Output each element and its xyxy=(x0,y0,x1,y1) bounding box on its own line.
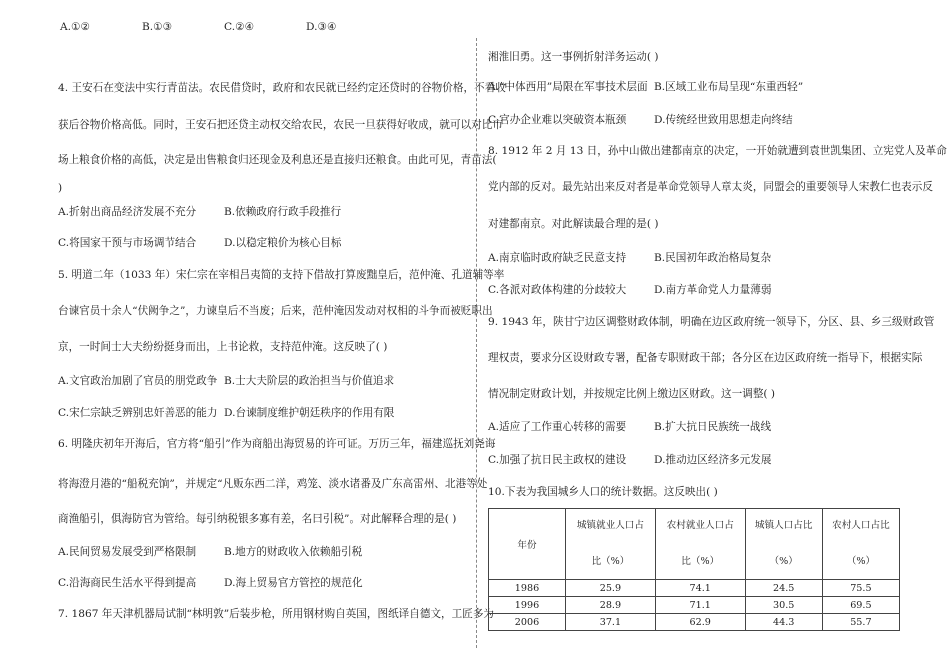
table-header-urban-employment: 城镇就业人口占 比（%） xyxy=(566,509,656,580)
table-cell: 25.9 xyxy=(566,580,656,597)
table-cell: 55.7 xyxy=(822,614,899,631)
q5-option-a: A.文官政治加剧了官员的朋党政争 xyxy=(58,375,218,387)
table-cell: 69.5 xyxy=(822,597,899,614)
table-cell-year: 1986 xyxy=(489,580,566,597)
table-header-rural-employment: 农村就业人口占 比（%） xyxy=(655,509,745,580)
population-table xyxy=(488,508,900,631)
q3-option-a: A.①② xyxy=(60,21,91,33)
q9-option-c: C.加强了抗日民主政权的建设 xyxy=(488,454,627,466)
q4-stem-line: ) xyxy=(58,182,63,194)
q6-option-b: B.地方的财政收入依赖船引税 xyxy=(224,546,363,558)
table-cell: 75.5 xyxy=(822,580,899,597)
q5-stem-line: 5. 明道二年（1033 年）宋仁宗在宰相吕夷简的支持下借故打算废黜皇后，范仲淹、孔道辅等率 xyxy=(58,269,505,281)
q7-option-c: C.官办企业难以突破资本瓶颈 xyxy=(488,114,627,126)
q7-option-a: A.“中体西用”局限在军事技术层面 xyxy=(488,81,648,93)
table-cell: 30.5 xyxy=(745,597,822,614)
q6-option-c: C.沿海商民生活水平得到提高 xyxy=(58,577,197,589)
q6-stem-line: 将海澄月港的“船税充饷”，并规定“凡贩东西二洋，鸡笼、淡水诸番及广东高雷州、北港等处 xyxy=(58,478,488,490)
left-column xyxy=(58,0,506,672)
q4-stem-line: 4. 王安石在变法中实行青苗法。农民借贷时，政府和农民就已经约定还贷时的谷物价格，不看收 xyxy=(58,82,506,94)
table-header-row xyxy=(489,509,900,580)
table-cell: 24.5 xyxy=(745,580,822,597)
q3-option-c: C.②④ xyxy=(224,21,255,33)
right-column xyxy=(488,0,947,672)
table-cell: 37.1 xyxy=(566,614,656,631)
q4-option-c: C.将国家干预与市场调节结合 xyxy=(58,237,197,249)
q3-option-d: D.③④ xyxy=(306,21,337,33)
q8-option-a: A.南京临时政府缺乏民意支持 xyxy=(488,252,627,264)
table-cell: 71.1 xyxy=(655,597,745,614)
table-header-year: 年份 xyxy=(489,509,566,580)
q7-stem-line: 湘淮旧勇。这一事例折射洋务运动( ) xyxy=(488,51,659,63)
q4-option-a: A.折射出商品经济发展不充分 xyxy=(58,206,197,218)
table-cell-year: 1996 xyxy=(489,597,566,614)
q8-stem-line: 8. 1912 年 2 月 13 日，孙中山做出建都南京的决定，一开始就遭到袁世凯集团、立宪党人及革命 xyxy=(488,145,947,157)
q4-option-d: D.以稳定粮价为核心目标 xyxy=(224,237,342,249)
q10-stem: 10.下表为我国城乡人口的统计数据。这反映出( ) xyxy=(488,486,718,498)
q5-stem-line: 京，一时间士大夫纷纷挺身而出，上书论救，支持范仲淹。这反映了( ) xyxy=(58,341,388,353)
table-row xyxy=(489,580,900,597)
q8-option-b: B.民国初年政治格局复杂 xyxy=(654,252,772,264)
q8-stem-line: 对建都南京。对此解读最合理的是( ) xyxy=(488,218,659,230)
q7-option-b: B.区域工业布局呈现“东重西轻” xyxy=(654,81,804,93)
q5-option-c: C.宋仁宗缺乏辨别忠奸善恶的能力 xyxy=(58,407,218,419)
q8-stem-line: 党内部的反对。最先站出来反对者是革命党领导人章太炎，同盟会的重要领导人宋教仁也表示反 xyxy=(488,181,933,193)
q9-stem-line: 9. 1943 年，陕甘宁边区调整财政体制，明确在边区政府统一领导下，分区、县、乡三级财政管 xyxy=(488,316,935,328)
q6-option-a: A.民间贸易发展受到严格限制 xyxy=(58,546,197,558)
q6-option-d: D.海上贸易官方管控的规范化 xyxy=(224,577,363,589)
q9-option-b: B.扩大抗日民族统一战线 xyxy=(654,421,772,433)
table-cell: 28.9 xyxy=(566,597,656,614)
q8-option-c: C.各派对政体构建的分歧较大 xyxy=(488,284,627,296)
table-row xyxy=(489,597,900,614)
q3-option-b: B.①③ xyxy=(142,21,173,33)
q4-option-b: B.依赖政府行政手段推行 xyxy=(224,206,342,218)
table-row xyxy=(489,614,900,631)
q5-stem-line: 台谏官员十余人“伏阙争之”，力谏皇后不当废；后来，范仲淹因发动对权相的斗争而被贬职出 xyxy=(58,305,493,317)
table-cell: 62.9 xyxy=(655,614,745,631)
q9-stem-line: 情况制定财政计划，并按规定比例上缴边区财政。这一调整( ) xyxy=(488,388,776,400)
q4-stem-line: 场上粮食价格的高低，决定是出售粮食归还现金及利息还是直接归还粮食。由此可见，青苗法( xyxy=(58,154,497,166)
q6-stem-line: 6. 明隆庆初年开海后，官方将“船引”作为商船出海贸易的许可证。万历三年，福建巡抚刘尧诲 xyxy=(58,438,496,450)
q6-stem-line: 商渔船引，俱海防官为管给。每引纳税银多寡有差，名曰引税”。对此解释合理的是( ) xyxy=(58,513,457,525)
q9-option-d: D.推动边区经济多元发展 xyxy=(654,454,772,466)
q8-option-d: D.南方革命党人力量薄弱 xyxy=(654,284,772,296)
table-cell: 44.3 xyxy=(745,614,822,631)
q9-option-a: A.适应了工作重心转移的需要 xyxy=(488,421,627,433)
q5-option-b: B.士大夫阶层的政治担当与价值追求 xyxy=(224,375,395,387)
q9-stem-line: 理权责，要求分区设财政专署，配备专职财政干部；各分区在边区政府统一指导下，根据实际 xyxy=(488,352,923,364)
q7-option-d: D.传统经世致用思想走向终结 xyxy=(654,114,793,126)
table-cell-year: 2006 xyxy=(489,614,566,631)
table-cell: 74.1 xyxy=(655,580,745,597)
q4-stem-line: 获后谷物价格高低。同时，王安石把还贷主动权交给农民，农民一旦获得好收成，就可以对比市 xyxy=(58,119,503,131)
q7-stem-line: 7. 1867 年天津机器局试制“林明敦”后装步枪，所用钢材购自英国，图纸译自德文，工匠多为 xyxy=(58,608,495,620)
table-header-rural-population: 农村人口占比 （%） xyxy=(822,509,899,580)
q5-option-d: D.台谏制度维护朝廷秩序的作用有限 xyxy=(224,407,395,419)
table-header-urban-population: 城镇人口占比 （%） xyxy=(745,509,822,580)
